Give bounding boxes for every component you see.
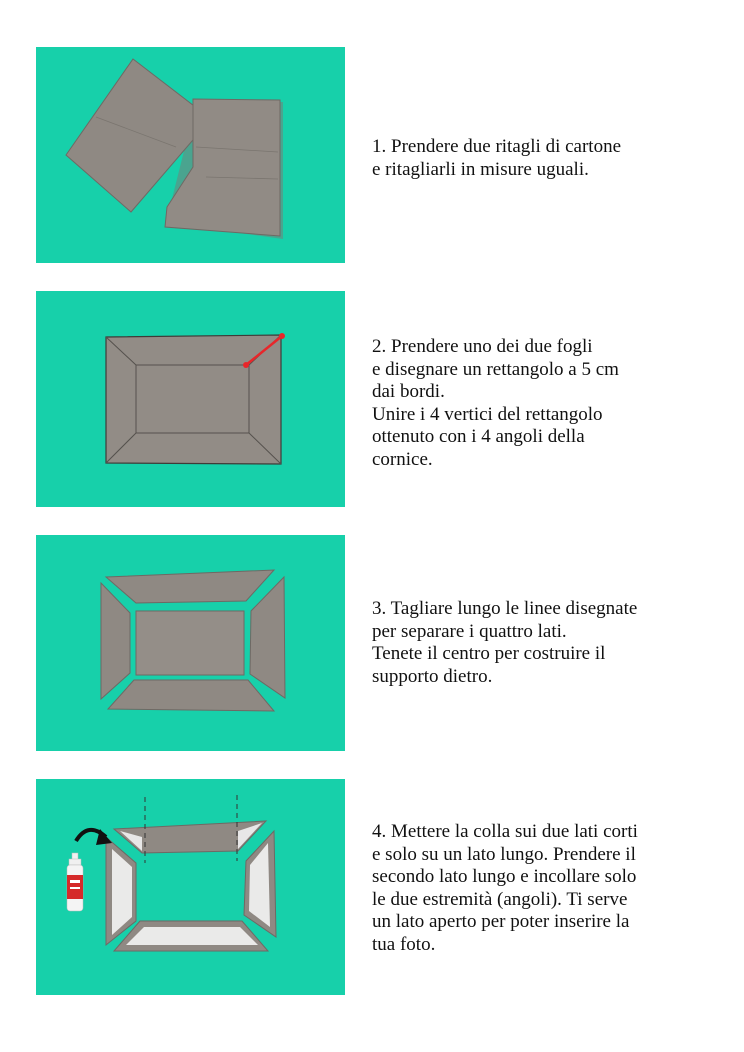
glue-assembly-illustration [36,779,345,995]
separated-sides-illustration [36,535,345,751]
step-4-line-6: tua foto. [372,933,436,955]
curved-arrow-icon [76,829,112,845]
step-2-line-2: e disegnare un rettangolo a 5 cm [372,358,619,380]
step-3-line-1: 3. Tagliare lungo le linee disegnate [372,598,638,619]
step-1-photo [36,47,345,263]
step-2-photo [36,291,345,507]
step-4-line-3: secondo lato lungo e incollare solo [372,866,637,887]
glue-bottle-icon [67,853,83,911]
step-2-line-5: ottenuto con i 4 angoli della [372,426,585,447]
step-3-line-4: supporto dietro. [372,665,493,687]
step-2-line-3: dai bordi. [372,381,445,402]
step-4-line-1: 4. Mettere la colla sui due lati corti [372,821,638,842]
step-1-line-2: e ritagliarli in misure uguali. [372,158,589,180]
step-3-text [372,598,722,688]
step-4-photo [36,779,345,995]
step-4-line-4: le due estremità (angoli). Ti serve [372,888,628,910]
step-3-line-3: Tenete il centro per costruire il [372,643,606,664]
step-2-text [372,336,722,471]
step-4-line-5: un lato aperto per poter inserire la [372,911,630,932]
step-2-line-1: 2. Prendere uno dei due fogli [372,336,593,357]
frame-drawing-illustration [36,291,345,507]
cardboard-pieces-illustration [36,47,345,263]
step-2-line-4: Unire i 4 vertici del rettangolo [372,403,603,425]
step-3-line-2: per separare i quattro lati. [372,620,567,642]
step-1-line-1: 1. Prendere due ritagli di cartone [372,136,622,157]
step-2-line-6: cornice. [372,448,433,470]
step-4-line-2: e solo su un lato lungo. Prendere il [372,843,636,865]
step-1-text [372,136,722,181]
step-4-text [372,821,722,956]
step-3-photo [36,535,345,751]
